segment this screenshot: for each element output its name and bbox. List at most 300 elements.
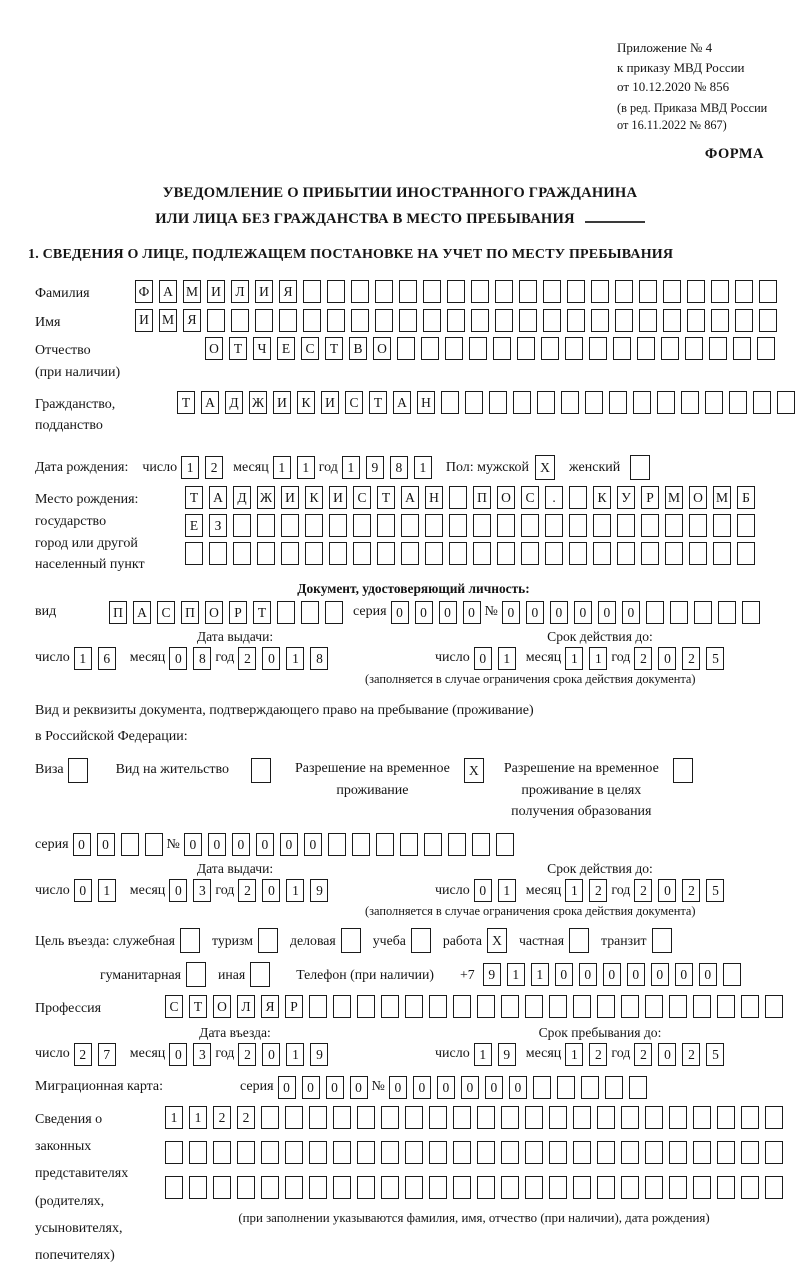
form-cell bbox=[261, 1176, 279, 1199]
permit-valid-day-cells bbox=[474, 879, 516, 902]
appendix-reference bbox=[617, 38, 767, 135]
form-cell bbox=[573, 1176, 591, 1199]
form-cell: 0 bbox=[262, 647, 280, 670]
form-cell: О bbox=[497, 486, 515, 509]
form-cell bbox=[741, 1176, 759, 1199]
form-cell bbox=[569, 542, 587, 565]
form-cell bbox=[694, 601, 712, 624]
form-cell: С bbox=[157, 601, 175, 624]
validity-note: (заполняется в случае ограничения срока действия документа) bbox=[365, 671, 696, 686]
form-cell: 2 bbox=[682, 879, 700, 902]
form-cell bbox=[425, 514, 443, 537]
form-cell bbox=[305, 514, 323, 537]
form-cell bbox=[665, 514, 683, 537]
form-cell: 0 bbox=[651, 963, 669, 986]
purpose-private-label: частная bbox=[518, 932, 565, 948]
form-cell bbox=[501, 995, 519, 1018]
form-cell bbox=[309, 1176, 327, 1199]
form-cell bbox=[501, 1176, 519, 1199]
form-cell bbox=[473, 514, 491, 537]
form-cell: Д bbox=[225, 391, 243, 414]
form-cell bbox=[233, 542, 251, 565]
form-cell bbox=[585, 391, 603, 414]
phone-label: Телефон (при наличии) bbox=[296, 966, 435, 982]
entry-purpose-row1 bbox=[35, 928, 792, 953]
form-cell bbox=[617, 542, 635, 565]
form-cell bbox=[617, 514, 635, 537]
day-label: число bbox=[142, 459, 178, 475]
doc-number-label: № bbox=[484, 604, 498, 620]
form-cell: О bbox=[373, 337, 391, 360]
month-label: месяц bbox=[525, 1046, 562, 1062]
form-cell bbox=[185, 542, 203, 565]
issue-month-cells bbox=[169, 647, 211, 670]
visa-label: Виза bbox=[35, 762, 64, 778]
form-cell bbox=[663, 280, 681, 303]
form-cell bbox=[605, 1076, 623, 1099]
form-cell: 9 bbox=[366, 456, 384, 479]
form-cell: 2 bbox=[589, 879, 607, 902]
residence-doc-intro bbox=[35, 698, 792, 751]
form-cell: А bbox=[401, 486, 419, 509]
form-cell: 5 bbox=[706, 647, 724, 670]
residence-intro-line2: в Российской Федерации: bbox=[35, 729, 188, 745]
form-cell bbox=[68, 758, 88, 783]
form-cell: 2 bbox=[682, 647, 700, 670]
valid-day-cells bbox=[474, 647, 516, 670]
form-cell bbox=[352, 833, 370, 856]
form-cell bbox=[693, 1106, 711, 1129]
citizenship-cells bbox=[177, 391, 795, 414]
form-cell: 0 bbox=[461, 1076, 479, 1099]
entry-month-cells bbox=[169, 1043, 211, 1066]
form-cell: 0 bbox=[280, 833, 298, 856]
migration-series-label: серия bbox=[240, 1079, 274, 1095]
doc-issue-headers bbox=[35, 629, 792, 645]
form-cell bbox=[705, 391, 723, 414]
month-label: месяц bbox=[129, 882, 166, 898]
form-cell: Т bbox=[253, 601, 271, 624]
form-cell bbox=[713, 542, 731, 565]
form-cell: М bbox=[713, 486, 731, 509]
form-cell: 0 bbox=[699, 963, 717, 986]
entry-date-group bbox=[35, 1043, 435, 1066]
form-cell: 0 bbox=[262, 1043, 280, 1066]
form-cell bbox=[375, 280, 393, 303]
purpose-humanitarian-checkbox bbox=[186, 962, 206, 987]
form-cell bbox=[255, 309, 273, 332]
form-cell: 0 bbox=[73, 833, 91, 856]
form-cell bbox=[351, 280, 369, 303]
form-cell: 9 bbox=[310, 1043, 328, 1066]
form-cell bbox=[673, 758, 693, 783]
form-cell bbox=[639, 309, 657, 332]
form-cell bbox=[121, 833, 139, 856]
form-cell: 5 bbox=[706, 1043, 724, 1066]
form-cell bbox=[543, 280, 561, 303]
form-cell bbox=[497, 514, 515, 537]
form-cell: Л bbox=[231, 280, 249, 303]
form-cell bbox=[711, 309, 729, 332]
stay-until-group bbox=[435, 1043, 728, 1066]
form-cell: 0 bbox=[184, 833, 202, 856]
form-cell bbox=[333, 1106, 351, 1129]
form-cell bbox=[557, 1076, 575, 1099]
form-cell bbox=[400, 833, 418, 856]
form-cell bbox=[723, 963, 741, 986]
form-cell bbox=[375, 309, 393, 332]
form-cell bbox=[681, 391, 699, 414]
appendix-line: Приложение № 4 bbox=[617, 40, 713, 55]
form-cell bbox=[669, 1141, 687, 1164]
day-label: число bbox=[35, 1046, 70, 1062]
form-cell bbox=[285, 1106, 303, 1129]
form-cell: О bbox=[205, 601, 223, 624]
permit-issue-year-cells bbox=[238, 879, 328, 902]
form-body bbox=[35, 280, 792, 1270]
form-cell bbox=[421, 337, 439, 360]
doc-type-cells bbox=[109, 601, 343, 624]
form-cell: П bbox=[473, 486, 491, 509]
form-cell: 0 bbox=[169, 879, 187, 902]
sex-female-checkbox bbox=[630, 455, 650, 480]
phone-prefix: +7 bbox=[460, 966, 475, 982]
form-cell bbox=[448, 833, 466, 856]
form-cell bbox=[517, 337, 535, 360]
form-cell: 2 bbox=[237, 1106, 255, 1129]
form-cell: X bbox=[487, 928, 507, 953]
birth-date-label: Дата рождения: bbox=[35, 459, 129, 475]
form-cell bbox=[353, 514, 371, 537]
form-cell: 2 bbox=[634, 647, 652, 670]
form-cell: Т bbox=[229, 337, 247, 360]
section1-heading: 1. СВЕДЕНИЯ О ЛИЦЕ, ПОДЛЕЖАЩЕМ ПОСТАНОВКЕ НА УЧЕТ ПО МЕСТУ ПРЕБЫВАНИЯ bbox=[28, 247, 674, 262]
valid-until-group bbox=[435, 647, 728, 670]
form-cell: Я bbox=[279, 280, 297, 303]
form-cell: Я bbox=[261, 995, 279, 1018]
validity-note: (заполняется в случае ограничения срока действия документа) bbox=[365, 904, 696, 919]
birth-place-row3 bbox=[185, 542, 755, 565]
form-cell: 1 bbox=[342, 456, 360, 479]
form-cell bbox=[285, 1176, 303, 1199]
form-cell: 0 bbox=[598, 601, 616, 624]
form-cell: 0 bbox=[208, 833, 226, 856]
stay-month-cells bbox=[565, 1043, 607, 1066]
month-label: месяц bbox=[525, 650, 562, 666]
form-cell bbox=[309, 995, 327, 1018]
form-cell: А bbox=[209, 486, 227, 509]
form-cell bbox=[401, 542, 419, 565]
form-cell: Т bbox=[177, 391, 195, 414]
form-cell: 5 bbox=[706, 879, 724, 902]
form-title-line1: УВЕДОМЛЕНИЕ О ПРИБЫТИИ ИНОСТРАННОГО ГРАЖДАНИНА bbox=[162, 185, 638, 201]
form-cell: П bbox=[109, 601, 127, 624]
form-cell: 1 bbox=[273, 456, 291, 479]
form-cell bbox=[713, 514, 731, 537]
permit-issue-month-cells bbox=[169, 879, 211, 902]
purpose-work-checkbox bbox=[487, 928, 507, 953]
migration-series-cells bbox=[278, 1076, 368, 1099]
doc-series-label: серия bbox=[353, 604, 387, 620]
form-cell bbox=[549, 995, 567, 1018]
form-cell: X bbox=[535, 455, 555, 480]
form-cell bbox=[341, 928, 361, 953]
birth-place-label: Место рождения: государство город или другой населенный пункт bbox=[35, 492, 145, 573]
form-cell: М bbox=[183, 280, 201, 303]
form-cell bbox=[453, 1141, 471, 1164]
form-cell bbox=[533, 1076, 551, 1099]
form-cell: 1 bbox=[507, 963, 525, 986]
form-cell bbox=[309, 1141, 327, 1164]
stay-day-cells bbox=[474, 1043, 516, 1066]
residence-permit-label: Вид на жительство bbox=[115, 762, 229, 778]
form-cell: Б bbox=[737, 486, 755, 509]
form-cell: Е bbox=[277, 337, 295, 360]
form-cell bbox=[377, 514, 395, 537]
entry-dates bbox=[35, 1043, 792, 1066]
form-cell bbox=[757, 337, 775, 360]
form-cell: Я bbox=[183, 309, 201, 332]
form-cell: 2 bbox=[238, 1043, 256, 1066]
first-name-row bbox=[35, 309, 792, 334]
form-cell bbox=[411, 928, 431, 953]
form-cell bbox=[301, 601, 319, 624]
form-cell bbox=[621, 1176, 639, 1199]
form-cell bbox=[543, 309, 561, 332]
form-cell bbox=[591, 309, 609, 332]
form-cell: 8 bbox=[193, 647, 211, 670]
form-cell bbox=[469, 337, 487, 360]
form-cell bbox=[329, 542, 347, 565]
form-cell: 0 bbox=[555, 963, 573, 986]
migration-card-label: Миграционная карта: bbox=[35, 1079, 164, 1095]
permit-series-row bbox=[35, 833, 792, 856]
permit-issue-day-cells bbox=[74, 879, 116, 902]
form-cell bbox=[399, 309, 417, 332]
form-cell bbox=[733, 337, 751, 360]
patronymic-cells bbox=[205, 337, 775, 360]
form-cell bbox=[637, 337, 655, 360]
form-cell: 1 bbox=[498, 879, 516, 902]
first-name-cells bbox=[135, 309, 777, 332]
form-cell bbox=[496, 833, 514, 856]
purpose-transit-checkbox bbox=[652, 928, 672, 953]
form-cell bbox=[381, 1141, 399, 1164]
form-cell bbox=[645, 1176, 663, 1199]
form-cell bbox=[213, 1141, 231, 1164]
form-cell bbox=[641, 542, 659, 565]
form-cell bbox=[549, 1106, 567, 1129]
form-cell bbox=[591, 280, 609, 303]
form-cell: 0 bbox=[413, 1076, 431, 1099]
form-cell bbox=[735, 280, 753, 303]
form-cell: 9 bbox=[483, 963, 501, 986]
entry-purpose-row2 bbox=[100, 962, 792, 987]
revision-line: (в ред. Приказа МВД России bbox=[617, 100, 768, 115]
form-cell: Т bbox=[185, 486, 203, 509]
form-cell bbox=[449, 514, 467, 537]
form-cell bbox=[657, 391, 675, 414]
form-cell: 2 bbox=[205, 456, 223, 479]
form-cell bbox=[597, 995, 615, 1018]
stay-until-header: Срок пребывания до: bbox=[538, 1024, 662, 1040]
form-cell bbox=[429, 995, 447, 1018]
form-cell: 0 bbox=[603, 963, 621, 986]
month-label: месяц bbox=[525, 882, 562, 898]
form-cell bbox=[213, 1176, 231, 1199]
legal-reps-row2 bbox=[165, 1141, 783, 1164]
form-cell bbox=[477, 1106, 495, 1129]
form-title bbox=[0, 180, 800, 233]
form-cell bbox=[717, 1141, 735, 1164]
form-cell: Е bbox=[185, 514, 203, 537]
form-cell: 1 bbox=[474, 1043, 492, 1066]
migration-card-row bbox=[35, 1076, 792, 1099]
form-cell bbox=[425, 542, 443, 565]
purpose-other-checkbox bbox=[250, 962, 270, 987]
purpose-business-checkbox bbox=[341, 928, 361, 953]
form-cell bbox=[569, 486, 587, 509]
form-cell bbox=[449, 486, 467, 509]
citizenship-row bbox=[35, 391, 792, 437]
valid-year-cells bbox=[634, 647, 724, 670]
form-cell: 2 bbox=[682, 1043, 700, 1066]
form-cell bbox=[277, 601, 295, 624]
form-cell bbox=[257, 514, 275, 537]
form-cell bbox=[541, 337, 559, 360]
birth-day-cells bbox=[181, 456, 223, 479]
form-cell: И bbox=[281, 486, 299, 509]
form-cell bbox=[303, 280, 321, 303]
appendix-line: от 10.12.2020 № 856 bbox=[617, 79, 730, 94]
form-cell bbox=[261, 1106, 279, 1129]
form-cell bbox=[717, 995, 735, 1018]
month-label: месяц bbox=[233, 459, 269, 475]
form-cell bbox=[333, 1141, 351, 1164]
form-cell bbox=[441, 391, 459, 414]
valid-until-header: Срок действия до: bbox=[547, 628, 653, 644]
forma-label: ФОРМА bbox=[704, 146, 764, 162]
form-cell bbox=[709, 337, 727, 360]
form-cell: И bbox=[207, 280, 225, 303]
form-cell bbox=[423, 309, 441, 332]
form-cell bbox=[652, 928, 672, 953]
form-cell bbox=[351, 309, 369, 332]
form-cell: 1 bbox=[165, 1106, 183, 1129]
form-cell: 2 bbox=[238, 647, 256, 670]
form-cell: 0 bbox=[304, 833, 322, 856]
year-label: год bbox=[215, 650, 235, 666]
form-cell bbox=[328, 833, 346, 856]
form-cell: Ж bbox=[249, 391, 267, 414]
form-cell bbox=[573, 995, 591, 1018]
form-cell bbox=[717, 1106, 735, 1129]
form-cell bbox=[281, 514, 299, 537]
form-cell bbox=[333, 995, 351, 1018]
form-cell bbox=[405, 1141, 423, 1164]
form-cell bbox=[545, 514, 563, 537]
form-cell bbox=[645, 995, 663, 1018]
form-cell bbox=[549, 1141, 567, 1164]
form-cell bbox=[180, 928, 200, 953]
entry-date-headers bbox=[35, 1025, 792, 1041]
form-cell bbox=[621, 1106, 639, 1129]
form-cell: 2 bbox=[589, 1043, 607, 1066]
permit-number-label: № bbox=[166, 836, 180, 852]
form-cell: Д bbox=[233, 486, 251, 509]
form-cell bbox=[729, 391, 747, 414]
purpose-private-checkbox bbox=[569, 928, 589, 953]
purpose-humanitarian-label: гуманитарная bbox=[100, 966, 181, 982]
form-cell bbox=[325, 601, 343, 624]
form-cell: 0 bbox=[302, 1076, 320, 1099]
form-cell bbox=[645, 1106, 663, 1129]
form-cell: 0 bbox=[675, 963, 693, 986]
form-cell bbox=[333, 1176, 351, 1199]
form-cell: С bbox=[353, 486, 371, 509]
patronymic-label: Отчество (при наличии) bbox=[35, 343, 121, 381]
form-cell bbox=[565, 337, 583, 360]
form-cell bbox=[687, 280, 705, 303]
migration-number-cells bbox=[389, 1076, 647, 1099]
form-cell bbox=[209, 542, 227, 565]
form-cell bbox=[405, 1176, 423, 1199]
form-cell bbox=[233, 514, 251, 537]
form-cell bbox=[693, 995, 711, 1018]
form-cell bbox=[237, 1141, 255, 1164]
form-cell: 0 bbox=[350, 1076, 368, 1099]
form-cell bbox=[381, 1106, 399, 1129]
form-cell: . bbox=[545, 486, 563, 509]
legal-reps-label: Сведения о законных представителях (родителях, усыновителях, попечителях) bbox=[35, 1111, 129, 1264]
form-cell bbox=[145, 833, 163, 856]
form-cell: 1 bbox=[286, 1043, 304, 1066]
form-cell: Ж bbox=[257, 486, 275, 509]
form-cell bbox=[609, 391, 627, 414]
form-cell bbox=[663, 309, 681, 332]
form-cell bbox=[381, 995, 399, 1018]
residence-doc-options bbox=[35, 758, 792, 823]
form-cell: О bbox=[213, 995, 231, 1018]
surname-row bbox=[35, 280, 792, 305]
form-cell bbox=[549, 1176, 567, 1199]
form-cell bbox=[537, 391, 555, 414]
form-cell bbox=[569, 514, 587, 537]
entry-year-cells bbox=[238, 1043, 328, 1066]
form-cell bbox=[545, 542, 563, 565]
month-label: месяц bbox=[129, 650, 166, 666]
form-cell: 1 bbox=[414, 456, 432, 479]
form-cell bbox=[477, 995, 495, 1018]
permit-issue-headers bbox=[35, 861, 792, 877]
permit-series-cells bbox=[73, 833, 163, 856]
purpose-study-label: учеба bbox=[372, 932, 406, 948]
form-cell: С bbox=[301, 337, 319, 360]
form-cell: Р bbox=[641, 486, 659, 509]
form-cell: 8 bbox=[390, 456, 408, 479]
form-cell bbox=[633, 391, 651, 414]
form-cell: 1 bbox=[498, 647, 516, 670]
form-cell: 1 bbox=[565, 879, 583, 902]
form-cell bbox=[685, 337, 703, 360]
form-cell bbox=[429, 1106, 447, 1129]
form-cell: С bbox=[345, 391, 363, 414]
form-cell bbox=[401, 514, 419, 537]
form-cell: 1 bbox=[565, 1043, 583, 1066]
birth-place-row2 bbox=[185, 514, 755, 537]
form-cell: 0 bbox=[622, 601, 640, 624]
form-cell: 2 bbox=[238, 879, 256, 902]
